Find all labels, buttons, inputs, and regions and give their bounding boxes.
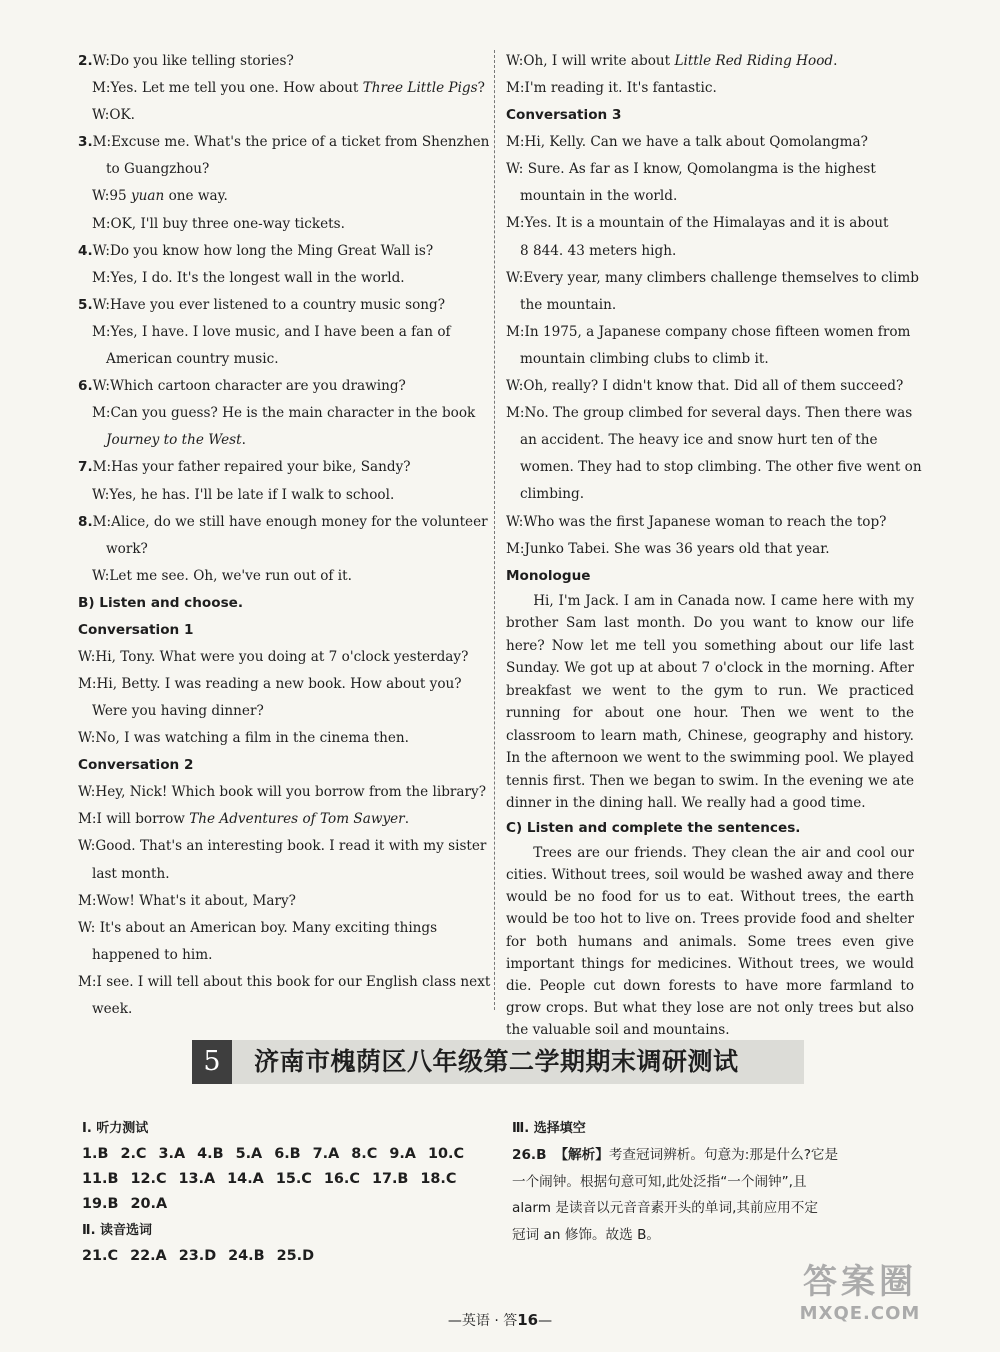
line-text: the mountain.	[520, 296, 617, 313]
test-title: 济南市槐荫区八年级第二学期期末调研测试	[254, 1047, 739, 1076]
line-text: M:Hi, Kelly. Can we have a talk about Qomolangma?	[506, 134, 868, 151]
dialogue-line	[506, 210, 914, 237]
dialogue-line	[78, 319, 483, 346]
dialogue-line	[506, 48, 914, 75]
line-text: to Guangzhou?	[106, 161, 210, 178]
dialogue-line	[78, 400, 483, 427]
answer-item: 23.D	[178, 1247, 217, 1264]
explanation-line	[512, 1222, 912, 1249]
right-dialogue-lines	[506, 48, 922, 563]
line-text: M:In 1975, a Japanese company chose fifteen women from	[506, 323, 911, 340]
dialogue-line	[78, 996, 483, 1023]
line-text: W:Do you like telling stories?	[92, 53, 294, 69]
section-3-explanation	[512, 1142, 912, 1248]
dialogue-line	[78, 211, 483, 238]
answer-item: 2.C	[120, 1146, 147, 1162]
answer-row	[82, 1192, 482, 1217]
answer-item: 7.A	[312, 1146, 340, 1162]
line-text: climbing.	[520, 486, 585, 503]
line-text: M:I will borrow	[78, 811, 190, 828]
dialogue-line	[506, 454, 922, 481]
page-number: 16	[517, 1311, 539, 1329]
line-text: work?	[106, 540, 148, 557]
line-text: W:Yes, he has. I'll be late if I walk to school.	[92, 486, 395, 503]
answer-item: 12.C	[130, 1171, 167, 1188]
section-c-text: Trees are our friends. They clean the air and cool our cities. Without trees, soil would be washed away and there would be no food for us to eat. Without trees, the earth would be too hot to live on. Trees provide food and shelter for both humans and animals. Some trees even give important things for medicines. Without trees, we would die. People cut down forests to have more farmland to grow crops. But what they lose are not only trees but also the valuable soil and mountains.	[506, 844, 914, 1039]
line-text: Were you having dinner?	[92, 703, 264, 720]
dialogue-line	[78, 265, 483, 292]
line-text: M:Yes. It is a mountain of the Himalayas and it is about	[506, 215, 889, 232]
dialogue-line	[78, 563, 483, 590]
item-number: 5.	[78, 296, 93, 313]
line-text: W:Have you ever listened to a country music song?	[92, 296, 445, 313]
line-text: M:Yes. Let me tell you one. How about	[92, 80, 363, 97]
answer-item: 1.B	[82, 1146, 109, 1162]
dialogue-line	[78, 183, 483, 210]
item-number: 7.	[78, 459, 93, 476]
footer-suffix: —	[538, 1313, 553, 1329]
answer-item: 6.B	[274, 1146, 301, 1162]
section-2-answers	[82, 1244, 482, 1269]
italic-title: yuan	[131, 188, 165, 205]
item-number: 3.	[78, 134, 93, 151]
dialogue-line	[78, 346, 483, 373]
line-text: women. They had to stop climbing. The other five went on	[520, 459, 922, 476]
section-heading: Conversation 3	[506, 107, 622, 124]
line-text: W:Hey, Nick! Which book will you borrow from the library?	[78, 784, 486, 801]
line-text: W: Sure. As far as I know, Qomolangma is the highest	[506, 161, 876, 178]
line-text: M:I'm reading it. It's fantastic.	[506, 80, 717, 97]
dialogue-line	[78, 536, 483, 563]
item-number: 8.	[78, 513, 93, 530]
answer-row	[82, 1167, 482, 1192]
line-text-after: ?	[477, 80, 485, 97]
line-text: M:Yes, I have. I love music, and I have been a fan of	[92, 323, 451, 340]
italic-title: Journey to the West	[106, 432, 242, 449]
line-text: W:Do you know how long the Ming Great Wall is?	[92, 242, 434, 259]
line-text: an accident. The heavy ice and snow hurt ten of the	[520, 432, 878, 449]
dialogue-line	[78, 48, 483, 75]
dialogue-line	[78, 75, 483, 102]
line-text: American country music.	[106, 351, 279, 368]
explanation-text: alarm 是读音以元音音素开头的单词,其前应用不定	[512, 1200, 818, 1216]
dialogue-line	[78, 833, 487, 860]
left-column	[78, 48, 491, 1023]
italic-title: Little Red Riding Hood	[674, 53, 834, 69]
test-title-banner	[192, 1040, 804, 1084]
dialogue-line	[78, 102, 483, 129]
line-text-after: one way.	[164, 188, 228, 205]
line-text-after: .	[241, 432, 246, 449]
dialogue-line	[78, 861, 483, 888]
dialogue-line	[78, 482, 483, 509]
answer-item: 8.C	[351, 1146, 378, 1162]
dialogue-line	[78, 969, 491, 996]
dialogue-line	[78, 698, 483, 725]
answer-row	[82, 1244, 482, 1269]
answer-item: 5.A	[235, 1146, 263, 1162]
section-2-heading: Ⅱ. 读音选词	[82, 1222, 153, 1238]
line-text: M:Wow! What's it about, Mary?	[78, 892, 296, 909]
dialogue-line	[506, 481, 914, 508]
dialogue-line	[506, 183, 914, 210]
dialogue-line	[506, 427, 914, 454]
line-text: W:95	[92, 188, 131, 205]
answer-item: 22.A	[130, 1247, 167, 1264]
dialogue-line	[506, 265, 919, 292]
page-footer	[0, 1310, 1000, 1330]
answer-item: 24.B	[228, 1247, 265, 1264]
answer-item: 3.A	[158, 1146, 186, 1162]
answer-row	[82, 1142, 482, 1167]
line-text-after: .	[404, 811, 410, 828]
line-text: W: It's about an American boy. Many exciting things	[78, 919, 438, 936]
dialogue-line	[78, 671, 483, 698]
answer-item: 19.B	[82, 1196, 119, 1213]
dialogue-line	[78, 779, 486, 806]
dialogue-line	[78, 806, 483, 833]
answer-item: 10.C	[427, 1146, 465, 1162]
explanation-line	[512, 1195, 912, 1222]
line-text: M:Hi, Betty. I was reading a new book. How about you?	[78, 675, 462, 692]
answer-item: 21.C	[82, 1247, 119, 1264]
answer-item: 25.D	[276, 1247, 315, 1264]
line-text: 8 844. 43 meters high.	[520, 242, 677, 259]
dialogue-line	[506, 536, 914, 563]
dialogue-line	[506, 156, 914, 183]
answer-item: 15.C	[275, 1171, 312, 1188]
line-text: W:Hi, Tony. What were you doing at 7 o'clock yesterday?	[78, 648, 469, 665]
answer-item: 4.B	[197, 1146, 224, 1162]
monologue-heading: Monologue	[506, 567, 591, 584]
italic-title: The Adventures of Tom Sawyer	[189, 811, 405, 828]
dialogue-line	[78, 725, 483, 752]
line-text: W:No, I was watching a film in the cinema then.	[78, 730, 409, 747]
dialogue-line	[506, 75, 914, 102]
section-c-heading: C) Listen and complete the sentences.	[506, 819, 801, 836]
line-text: M:Excuse me. What's the price of a ticket from Shenzhen	[92, 134, 490, 151]
section-heading: Conversation 1	[78, 621, 194, 638]
line-text: M:Has your father repaired your bike, Sandy?	[92, 459, 411, 476]
line-text-after: .	[833, 53, 838, 69]
answer-item: 9.A	[389, 1146, 416, 1162]
line-text: W:Oh, really? I didn't know that. Did all of them succeed?	[506, 378, 904, 395]
line-text: week.	[92, 1001, 133, 1017]
answer-key-left	[82, 1116, 482, 1269]
dialogue-line	[78, 888, 483, 915]
line-text: mountain climbing clubs to climb it.	[520, 350, 769, 367]
monologue-text: Hi, I'm Jack. I am in Canada now. I came here with my brother Sam last month. Do you want to know our life here? Now let me tell you something about our life last Sunday. We got up at about 7 o'clock in the morning. After breakfast we went to the gym to run. We practiced running for about one hour. Then we went to the classroom to learn math, Chinese, geography and history. In the afternoon we went to the swimming pool. We played tennis first. Then we began to swim. In the evening we ate dinner in the dining hall. We really had a good time.	[506, 592, 914, 812]
analysis-tag: 【解析】	[554, 1147, 609, 1163]
watermark-logo: 答案圈 MXQE.COM	[799, 1262, 921, 1324]
explanation-line	[512, 1169, 912, 1196]
line-text: W:Good. That's an interesting book. I read it with my sister	[78, 838, 487, 855]
dialogue-line	[78, 915, 483, 942]
italic-title: Three Little Pigs	[362, 80, 478, 97]
explanation-line	[512, 1142, 912, 1169]
answer-item: 26.B	[512, 1147, 547, 1163]
dialogue-line	[506, 373, 914, 400]
line-text: happened to him.	[92, 946, 213, 963]
dialogue-line	[78, 373, 483, 400]
dialogue-line	[78, 942, 483, 969]
dialogue-line	[78, 156, 483, 183]
dialogue-line	[78, 238, 483, 265]
dialogue-line	[78, 427, 483, 454]
item-number: 4.	[78, 242, 93, 259]
item-number: 6.	[78, 378, 93, 395]
line-text: M:OK, I'll buy three one-way tickets.	[92, 215, 345, 232]
section-1-answers	[82, 1142, 482, 1218]
line-text: W:Oh, I will write about	[506, 53, 675, 69]
answer-item: 16.C	[323, 1171, 360, 1188]
line-text: M:I see. I will tell about this book for our English class next	[78, 973, 491, 990]
dialogue-line	[506, 400, 914, 427]
section-3-heading: Ⅲ. 选择填空	[512, 1121, 586, 1136]
section-heading: Conversation 2	[78, 757, 194, 774]
dialogue-line	[78, 509, 488, 536]
line-text: mountain in the world.	[520, 188, 678, 205]
dialogue-line	[78, 454, 483, 481]
line-text: W:OK.	[92, 107, 135, 124]
answer-item: 20.A	[130, 1196, 168, 1213]
line-text: W:Every year, many climbers challenge themselves to climb	[506, 269, 919, 286]
dialogue-line	[506, 509, 914, 536]
dialogue-line	[78, 292, 483, 319]
line-text: last month.	[92, 865, 170, 882]
line-text: M:Junko Tabei. She was 36 years old that year.	[506, 540, 830, 557]
column-divider	[494, 50, 495, 1010]
dialogue-line	[506, 129, 914, 156]
explanation-text: 一个闹钟。根据句意可知,此处泛指“一个闹钟”,且	[512, 1173, 807, 1190]
line-text: M:Yes, I do. It's the longest wall in the world.	[92, 269, 405, 286]
answer-item: 18.C	[420, 1171, 457, 1188]
explanation-text: 考查冠词辨析。句意为:那是什么?它是	[608, 1147, 839, 1163]
line-text: M:No. The group climbed for several days. Then there was	[506, 405, 913, 422]
dialogue-line	[506, 346, 914, 373]
section-heading: B) Listen and choose.	[78, 594, 244, 611]
line-text: M:Alice, do we still have enough money for the volunteer	[92, 513, 488, 530]
dialogue-line	[78, 129, 490, 156]
dialogue-line	[78, 644, 483, 671]
dialogue-line	[506, 319, 914, 346]
answer-item: 14.A	[227, 1171, 264, 1188]
line-text: W:Who was the first Japanese woman to reach the top?	[506, 513, 887, 530]
test-number-badge: 5	[192, 1040, 232, 1084]
dialogue-line	[506, 238, 914, 265]
dialogue-line	[506, 292, 914, 319]
item-number: 2.	[78, 53, 93, 69]
line-text: M:Can you guess? He is the main character in the book	[92, 405, 476, 422]
answer-item: 11.B	[82, 1171, 119, 1188]
answer-item: 17.B	[371, 1171, 409, 1188]
line-text: W:Which cartoon character are you drawing?	[92, 378, 406, 395]
line-text: W:Let me see. Oh, we've run out of it.	[92, 567, 352, 584]
right-column	[506, 48, 922, 1042]
footer-prefix: —英语 · 答	[447, 1313, 518, 1329]
answer-key-right	[512, 1116, 912, 1248]
answer-item: 13.A	[178, 1171, 216, 1188]
section-1-heading: Ⅰ. 听力测试	[82, 1121, 149, 1136]
explanation-text: 冠词 an 修饰。故选 B。	[512, 1226, 660, 1243]
